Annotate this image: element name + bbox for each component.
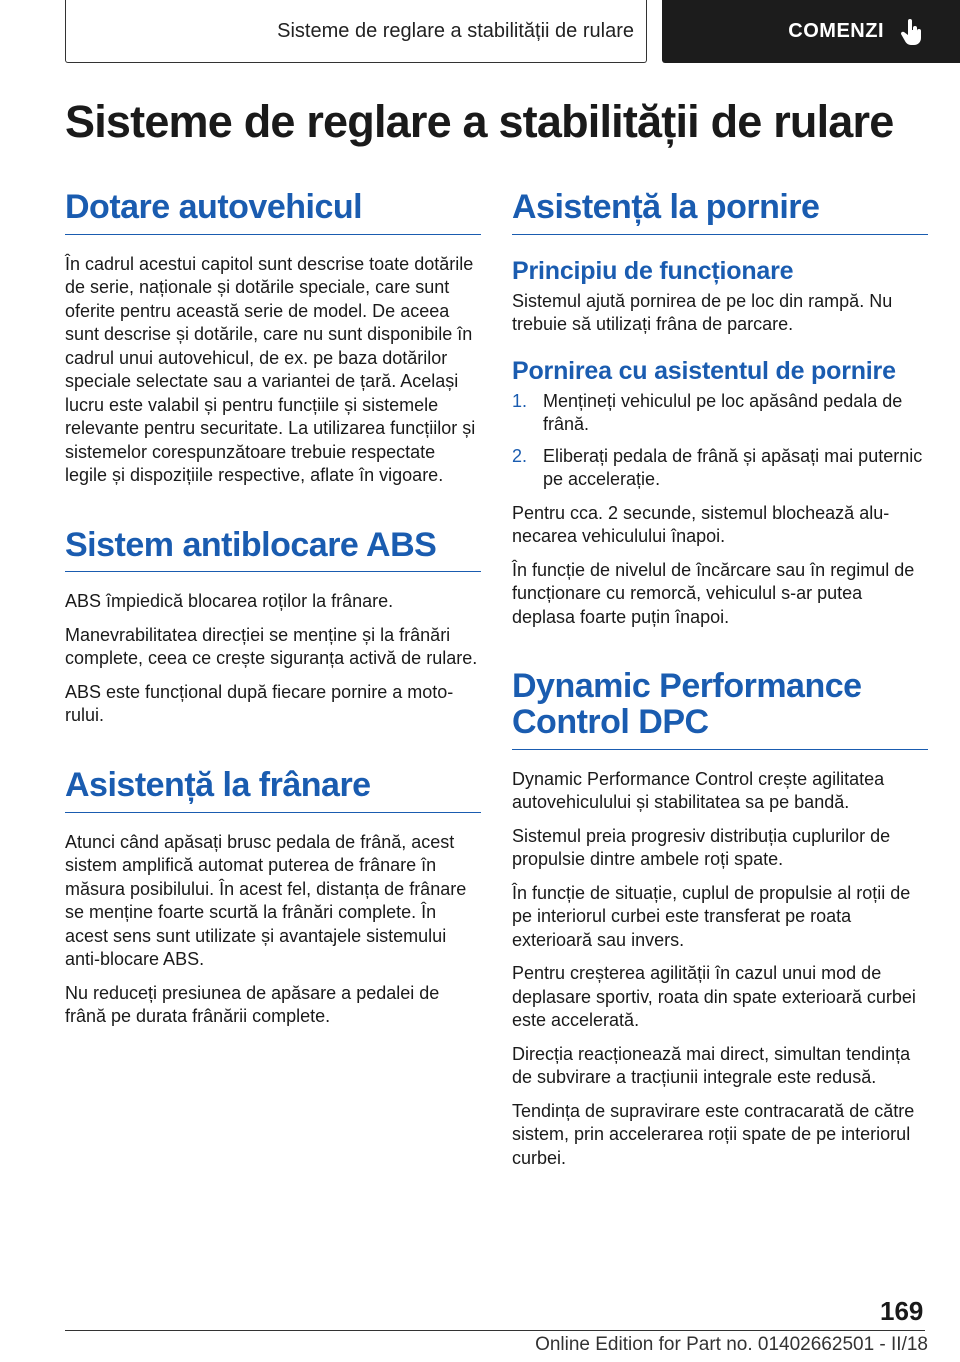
section-dpc <box>512 669 928 1170</box>
paragraph: În funcție de situație, cuplul de propulsie al roții de pe interiorul curbei este transferat pe roata exterioară sau invers. <box>512 882 911 950</box>
section-dotare-autovehicul <box>65 190 481 488</box>
footer-divider <box>65 1330 925 1331</box>
paragraph: În funcție de nivelul de încărcare sau în regimul de funcționare cu remorcă, vehiculul s-ar putea deplasa foarte puțin înapoi. <box>512 559 915 627</box>
footer-edition: Online Edition for Part no. 01402662501 - II/18 <box>535 1334 928 1355</box>
paragraph: Pentru cca. 2 secunde, sistemul blochează alunecarea vehiculului înapoi. <box>512 502 890 547</box>
paragraph: Tendința de supravirare este contracarată de către sistem, prin accelerarea roții spate de pe interiorul curbei. <box>512 1100 915 1168</box>
paragraph: Sistemul ajută pornirea de pe loc din rampă. Nu trebuie să utilizați frâna de parcare. <box>512 290 893 335</box>
subheading-principiu: Principiu de funcționare <box>512 256 794 285</box>
left-column <box>65 190 481 1039</box>
paragraph: ABS împiedică blocarea roților la frânare. <box>65 591 394 612</box>
step-number: 2. <box>512 445 528 466</box>
heading-abs: Sistem antiblocare ABS <box>65 528 481 573</box>
section-asistenta-franare <box>65 765 481 1029</box>
page-title: Sisteme de reglare a stabilității de rulare <box>65 96 894 147</box>
touch-hand-icon <box>900 18 924 46</box>
section-asistenta-pornire <box>512 190 928 629</box>
paragraph: În cadrul acestui capitol sunt descrise toate dotările de serie, naționale și dotările speciale, care sunt oferite pentru această serie de model. De aceea sunt descrise și dotările, care nu sunt disponibile în cadrul unui autovehicul, de ex. pe baza dotărilor speciale selectate sau a variantei de țară. Același lucru este valabil și pentru funcțiile și sistemele relevante pentru securitate. La utilizarea funcțiilor și sistemelor corespunzătoare trebuie respectate legile și dispozițiile respective, aflate în vigoare. <box>65 253 476 486</box>
heading-dpc: Dynamic Performance Control DPC <box>512 669 928 749</box>
section-abs <box>65 525 481 728</box>
header-section-tab <box>65 0 647 63</box>
step-text: Mențineți vehiculul pe loc apăsând pedala de frână. <box>543 390 903 435</box>
paragraph: Direcția reacționează mai direct, simultan tendința de subvirare a tracțiunii integrale este redusă. <box>512 1043 911 1088</box>
subheading-pornirea: Pornirea cu asistentul de pornire <box>512 356 896 385</box>
paragraph: Nu reduceți presiunea de apăsare a pedalei de frână pe durata frânării complete. <box>65 982 440 1027</box>
page-number: 169 <box>880 1296 924 1326</box>
paragraph: Pentru creșterea agilității în cazul unui mod de deplasare sportiv, roata din spate exterioară curbei este accelerată. <box>512 963 916 1031</box>
paragraph: ABS este funcțional după fiecare pornire a motorului. <box>65 681 454 726</box>
list-item <box>512 390 928 437</box>
header-chapter-label: COMENZI <box>788 20 884 42</box>
heading-dotare-autovehicul: Dotare autovehicul <box>65 190 481 235</box>
header-chapter-tab[interactable] <box>662 0 960 63</box>
step-number: 1. <box>512 390 528 411</box>
steps-list <box>512 390 928 492</box>
paragraph: Atunci când apăsați brusc pedala de frână, acest sistem amplifică automat puterea de frânare în măsura posibilului. În acest fel, distanța de frânare se menține foarte scurtă la frânări complete. În acest sens sunt utilizate și avantajele sistemului anti-blocare ABS. <box>65 831 467 970</box>
step-text: Eliberați pedala de frână și apăsați mai puternic pe accelerație. <box>543 445 923 490</box>
heading-asistenta-pornire: Asistență la pornire <box>512 190 928 235</box>
right-column <box>512 190 928 1180</box>
heading-asistenta-franare: Asistență la frânare <box>65 768 481 813</box>
header-section-title: Sisteme de reglare a stabilității de rulare <box>277 19 634 42</box>
list-item <box>512 445 928 492</box>
paragraph: Dynamic Performance Control crește agilitatea autovehiculului și stabilitatea sa pe bandă. <box>512 768 885 813</box>
paragraph: Manevrabilitatea direcției se menține și la frânări complete, ceea ce crește siguranța activă de rulare. <box>65 624 478 669</box>
paragraph: Sistemul preia progresiv distribuția cuplurilor de propulsie dintre ambele roți spate. <box>512 825 891 870</box>
